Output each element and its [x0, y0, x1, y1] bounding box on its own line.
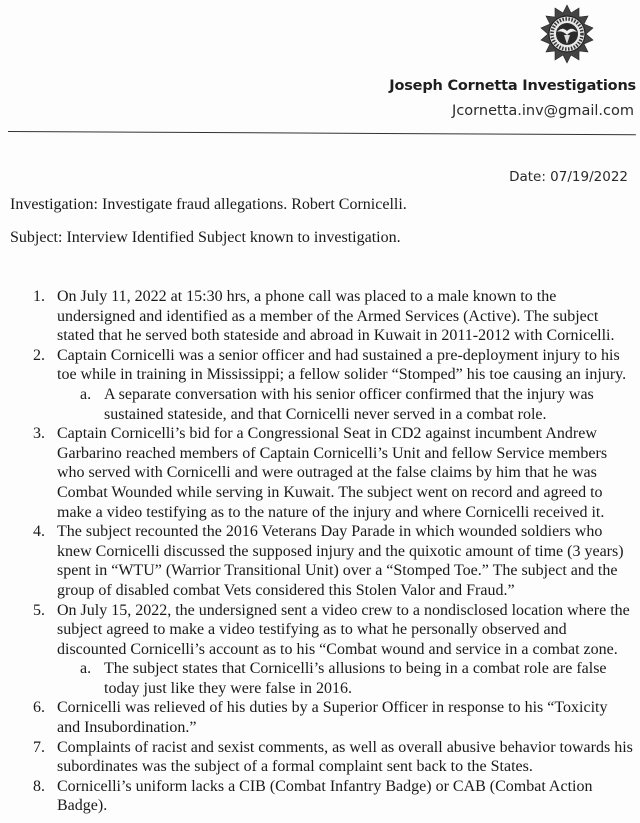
sub-item-letter: a. — [80, 385, 92, 403]
item-text-line: spent in “WTU” (Warrior Transitional Unit) over a “Stomped Toe.” The subject and the — [57, 562, 618, 580]
list-item — [0, 346, 640, 385]
report-date: Date: 07/19/2022 — [509, 169, 628, 185]
item-text-line: Captain Cornicelli’s bid for a Congressional Seat in CD2 against incumbent Andrew — [57, 425, 597, 443]
item-text-line: and Insubordination.” — [57, 719, 197, 737]
item-number: 7. — [33, 738, 45, 756]
sub-item-letter: a. — [80, 660, 92, 678]
sub-item-text-line: sustained stateside, and that Cornicelli never served in a combat role. — [104, 405, 547, 423]
list-item — [0, 601, 640, 660]
item-text-line: Complaints of racist and sexist comments, as well as overall abusive behavior towards his — [57, 738, 633, 756]
item-text-line: subordinates was the subject of a formal complaint sent back to the States. — [57, 758, 533, 776]
header-divider — [8, 131, 636, 135]
item-text-line: Captain Cornicelli was a senior officer and had sustained a pre-deployment injury to his — [57, 346, 620, 364]
item-number: 5. — [33, 601, 45, 619]
sub-list-item — [0, 385, 640, 424]
item-text-line: who served with Cornicelli and were outraged at the false claims by him that he was — [57, 464, 597, 482]
item-text-line: Combat Wounded while serving in Kuwait. The subject went on record and agreed to — [57, 483, 603, 501]
organization-email: Jcornetta.inv@gmail.com — [452, 103, 634, 119]
item-text-line: undersigned and identified as a member of the Armed Services (Active). The subject — [57, 307, 599, 325]
sub-item-text-line: A separate conversation with his senior officer confirmed that the injury was — [104, 385, 594, 403]
list-item — [0, 287, 640, 346]
item-text-line: Cornicelli’s uniform lacks a CIB (Combat Infantry Badge) or CAB (Combat Action — [57, 777, 593, 795]
item-number: 1. — [33, 288, 45, 305]
sub-list-item — [0, 659, 640, 698]
item-text-line: On July 15, 2022, the undersigned sent a video crew to a nondisclosed location where the — [57, 601, 630, 619]
list-item — [0, 522, 640, 600]
item-text-line: make a video testifying as to the nature of the injury and where Cornicelli received it. — [57, 503, 605, 521]
item-text-line: stated that he served both stateside and abroad in Kuwait in 2011-2012 with Cornicelli. — [57, 327, 615, 345]
item-number: 8. — [33, 777, 45, 795]
item-number: 3. — [33, 425, 45, 443]
item-number: 6. — [33, 699, 45, 717]
organization-name: Joseph Cornetta Investigations — [389, 78, 636, 94]
findings-list — [0, 287, 640, 816]
item-text-line: discounted Cornicelli’s account as to his “Combat wound and service in a combat zone. — [57, 640, 618, 658]
list-item — [0, 777, 640, 816]
list-item — [0, 738, 640, 777]
sub-item-text-line: today just like they were false in 2016. — [104, 679, 352, 697]
item-text-line: group of disabled combat Vets considered this Stolen Valor and Fraud.” — [57, 581, 515, 599]
item-text-line: On July 11, 2022 at 15:30 hrs, a phone call was placed to a male known to the — [57, 288, 557, 305]
item-number: 2. — [33, 346, 45, 364]
subject-line: Subject: Interview Identified Subject known to investigation. — [10, 229, 401, 246]
item-text-line: Garbarino reached members of Captain Cornicelli’s Unit and fellow Service members — [57, 444, 608, 462]
sub-item-text-line: The subject states that Cornicelli’s allusions to being in a combat role are false — [104, 660, 607, 678]
item-text-line: The subject recounted the 2016 Veterans Day Parade in which wounded soldiers who — [57, 523, 603, 541]
list-item — [0, 698, 640, 737]
item-text-line: Cornicelli was relieved of his duties by a Superior Officer in response to his “Toxicity — [57, 699, 608, 717]
investigation-line: Investigation: Investigate fraud allegations. Robert Cornicelli. — [10, 196, 407, 213]
police-badge-seal-icon — [537, 4, 597, 64]
item-text-line: toe while in training in Mississippi; a fellow solider “Stomped” his toe causing an injury. — [57, 366, 627, 384]
list-item — [0, 424, 640, 522]
item-number: 4. — [33, 523, 45, 541]
item-text-line: knew Cornicelli discussed the supposed injury and the quixotic amount of time (3 years) — [57, 542, 624, 560]
item-text-line: Badge). — [57, 797, 108, 815]
item-text-line: subject agreed to make a video testifying as to what he personally observed and — [57, 621, 567, 639]
